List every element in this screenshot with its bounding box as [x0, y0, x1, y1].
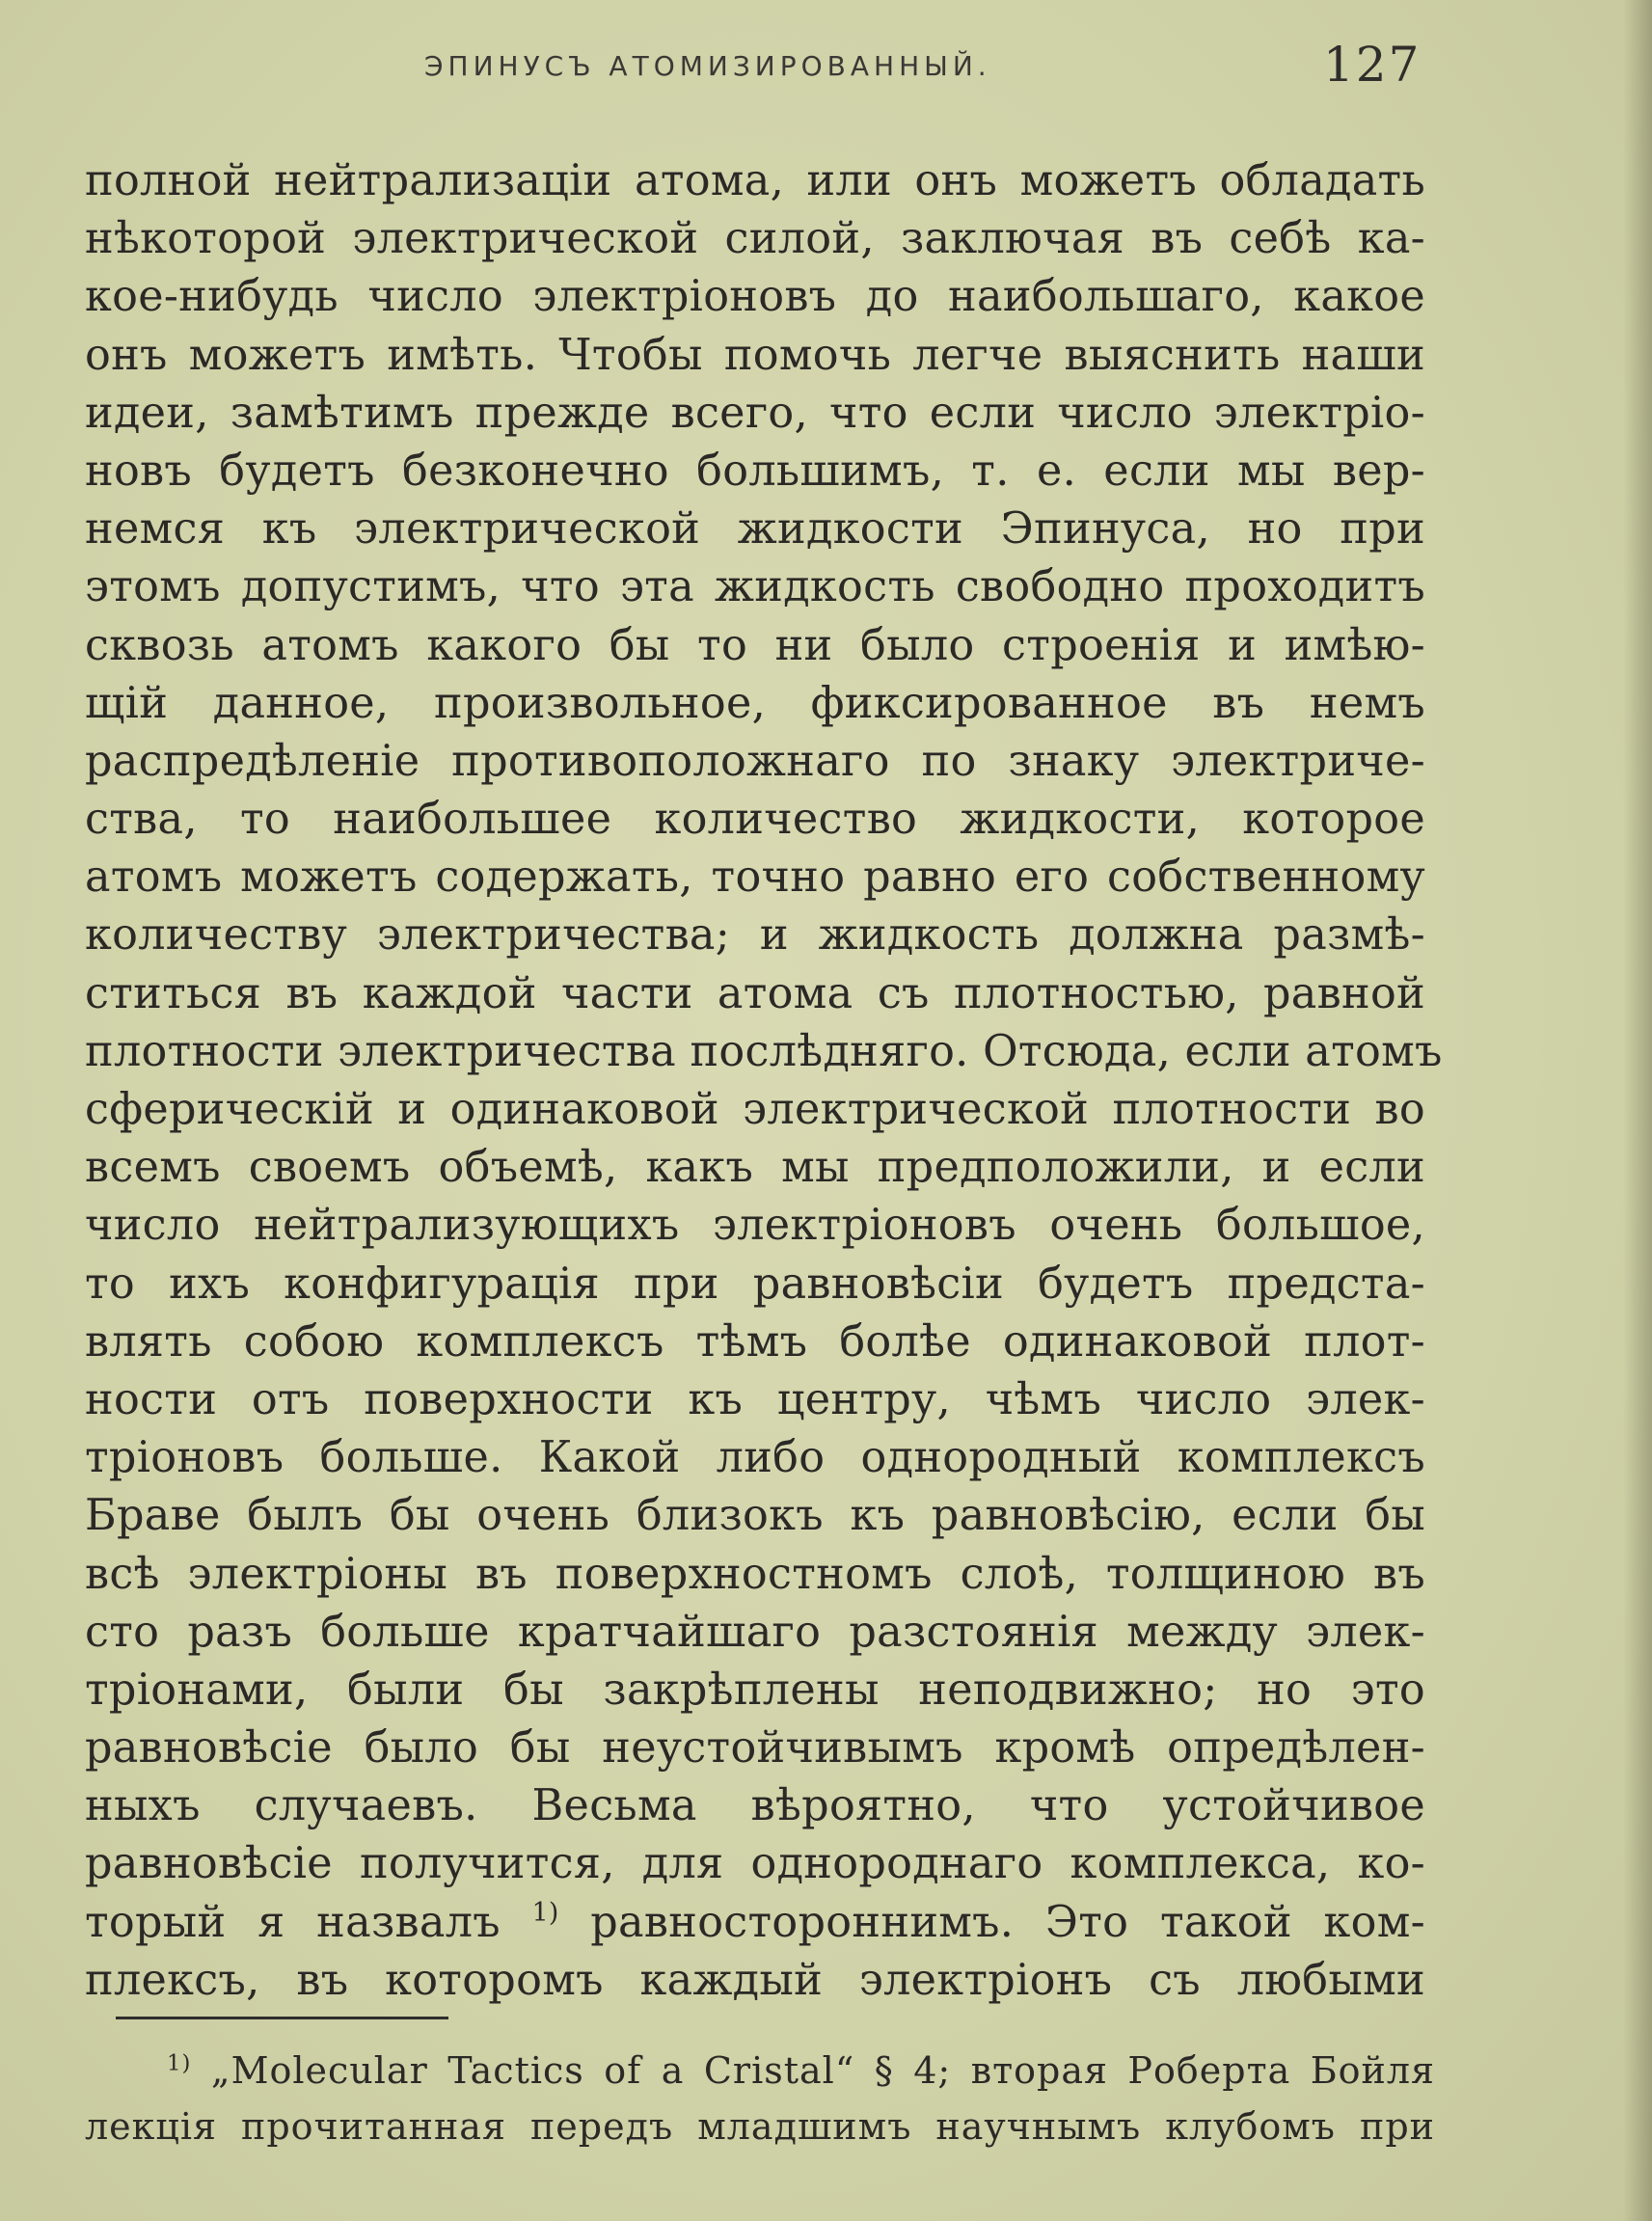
footnote — [85, 2043, 1435, 2154]
page-edge-shadow — [1623, 0, 1652, 2221]
text-line: распредѣленiе противоположнаго по знаку электриче- — [85, 736, 1425, 786]
text-line: ства, то наибольшее количество жидкости, которое — [85, 795, 1425, 845]
text-line: всѣ электрiоны въ поверхностномъ слоѣ, толщиною въ — [85, 1549, 1425, 1599]
text-line: онъ можетъ имѣть. Чтобы помочь легче выяснить наши — [85, 330, 1425, 380]
text-line: ныхъ случаевъ. Весьма вѣроятно, что устойчивое — [85, 1781, 1425, 1831]
text-line: кое-нибудь число электрiоновъ до наибольшаго, какое — [85, 272, 1425, 322]
text-line: трiонами, были бы закрѣплены неподвижно; но это — [85, 1665, 1425, 1715]
line-text-before-ref: торый я назвалъ — [85, 1897, 501, 1947]
body-text — [85, 152, 1443, 2010]
text-line: плексъ, въ которомъ каждый электрiонъ съ любыми — [85, 1955, 1425, 2005]
text-line: трiоновъ больше. Какой либо однородный комплексъ — [85, 1433, 1425, 1483]
text-line: влять собою комплексъ тѣмъ болѣе одинаковой плот- — [85, 1316, 1425, 1367]
footnote-marker: 1) — [167, 2050, 192, 2076]
text-line: щiй данное, произвольное, фиксированное въ немъ — [85, 678, 1425, 728]
text-line: идеи, замѣтимъ прежде всего, что если число электрiо- — [85, 388, 1425, 438]
text-line: ститься въ каждой части атома съ плотностью, равной — [85, 968, 1425, 1018]
text-line: сферическiй и одинаковой электрической плотности во — [85, 1085, 1425, 1134]
text-line: то ихъ конфигурацiя при равновѣсiи будетъ предста- — [85, 1259, 1425, 1309]
footnote-text: „Molecular Tactics of a Cristal“ § 4; вторая Роберта Бойля — [210, 2049, 1435, 2092]
footnote-line: лекцiя прочитанная передъ младшимъ научнымъ клубомъ при — [85, 2105, 1435, 2148]
text-line: плотности электричества послѣдняго. Отсюда, если атомъ — [85, 1026, 1443, 1076]
text-line: атомъ можетъ содержать, точно равно его собственному — [85, 853, 1425, 903]
text-line: сквозь атомъ какого бы то ни было строенiя и имѣю- — [85, 620, 1425, 670]
running-title: ЭПИНУСЪ АТОМИЗИРОВАННЫЙ. — [424, 50, 991, 82]
text-line: равновѣсiе получится, для однороднаго комплекса, ко- — [85, 1839, 1425, 1889]
text-line: Браве былъ бы очень близокъ къ равновѣсiю, если бы — [85, 1491, 1425, 1541]
footnote-line — [85, 2043, 1435, 2099]
footnote-divider — [116, 2017, 448, 2019]
text-line: новъ будетъ безконечно большимъ, т. е. если мы вер- — [85, 446, 1425, 496]
text-line: нѣкоторой электрической силой, заключая въ себѣ ка- — [85, 214, 1425, 264]
text-line: немся къ электрической жидкости Эпинуса, но при — [85, 504, 1425, 555]
text-line: ности отъ поверхности къ центру, чѣмъ число элек- — [85, 1374, 1425, 1424]
text-line-with-footnote-ref — [85, 1894, 1425, 1952]
text-line: сто разъ больше кратчайшаго разстоянiя между элек- — [85, 1607, 1425, 1657]
text-line: равновѣсiе было бы неустойчивымъ кромѣ опредѣлен- — [85, 1723, 1425, 1774]
footnote-reference: 1) — [531, 1897, 559, 1928]
text-line: количеству электричества; и жидкость должна размѣ- — [85, 910, 1425, 961]
line-text-after-ref: равностороннимъ. Это такой ком- — [590, 1897, 1425, 1947]
text-line: этомъ допустимъ, что эта жидкость свободно проходитъ — [85, 562, 1425, 612]
text-line: полной нейтрализацiи атома, или онъ можетъ обладать — [85, 156, 1425, 205]
text-line: число нейтрализующихъ электрiоновъ очень большое, — [85, 1201, 1425, 1251]
text-line: всемъ своемъ объемѣ, какъ мы предположили, и если — [85, 1143, 1425, 1193]
page-number: 127 — [1323, 37, 1422, 93]
